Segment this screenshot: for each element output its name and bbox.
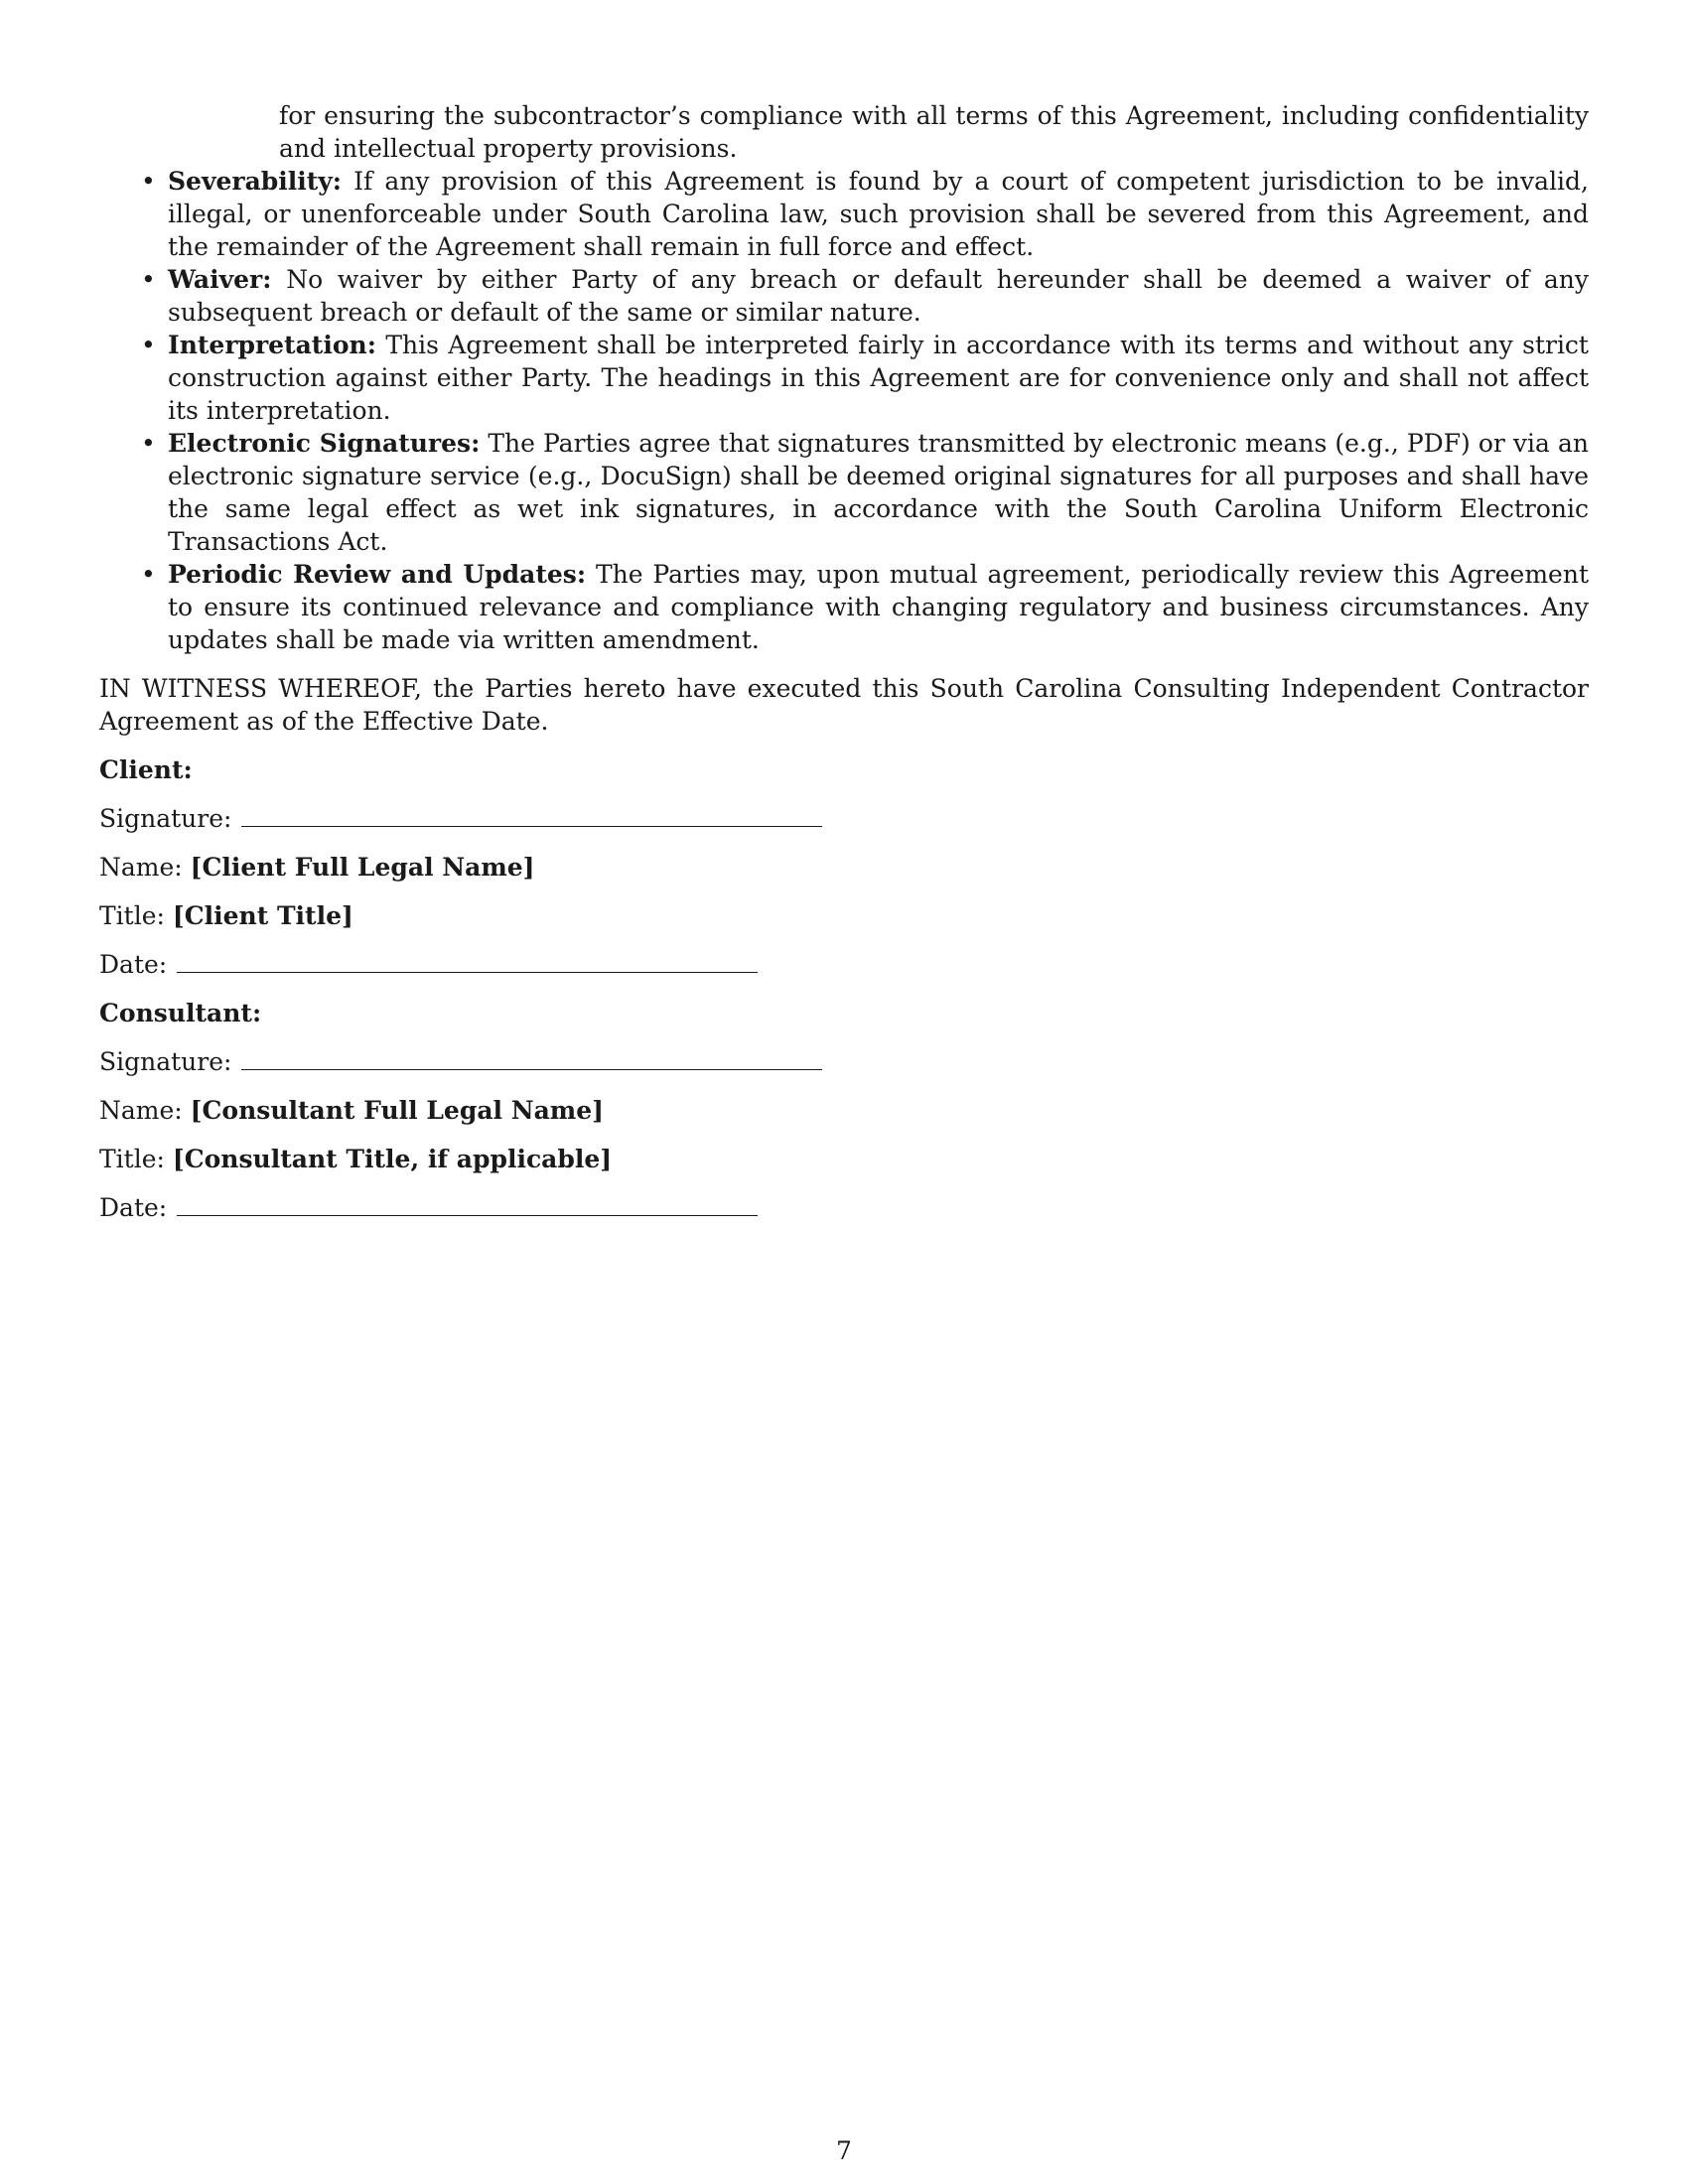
clause-text: The Parties agree that signatures transmitted by electronic means (e.g., PDF) or via an electronic signature service (e.g., DocuSign) shall be deemed original signatures for all purposes and shall have the same legal effect as wet ink signatures, in accordance with the South Carolina Uniform Electronic Transactions Act. [168,429,1589,556]
bullet-icon: • [141,265,156,294]
bullet-icon: • [141,167,156,196]
clause-title: Waiver: [168,265,272,294]
clause-list [99,165,1589,656]
clause-severability [99,165,1589,263]
client-signature-row [99,802,1589,835]
client-title-row [99,899,1589,932]
consultant-title-row [99,1143,1589,1175]
client-title-label: Title: [99,901,165,930]
document-page [99,99,1589,1224]
clause-title: Periodic Review and Updates: [168,560,587,589]
client-signature-label: Signature: [99,804,232,833]
client-signature-line[interactable] [241,822,822,827]
client-date-line[interactable] [177,968,758,973]
consultant-name-label: Name: [99,1096,183,1125]
clause-title: Electronic Signatures: [168,429,481,458]
client-name-value: [Client Full Legal Name] [190,853,535,882]
consultant-signature-row [99,1045,1589,1078]
witness-paragraph: IN WITNESS WHEREOF, the Parties hereto have executed this South Carolina Consulting Independent Contractor Agreement as of the Effective Date. [99,674,1589,736]
consultant-title-value: [Consultant Title, if applicable] [172,1145,613,1173]
consultant-title-label: Title: [99,1145,165,1173]
client-name-label: Name: [99,853,183,882]
client-heading: Client: [99,755,193,784]
clause-electronic-signatures [99,427,1589,558]
client-title-value: [Client Title] [172,901,353,930]
clause-text: If any provision of this Agreement is found by a court of competent jurisdiction to be invalid, illegal, or unenforceable under South Carolina law, such provision shall be severed from this Agreement, and the remainder of the Agreement shall remain in full force and effect. [168,167,1590,261]
consultant-name-value: [Consultant Full Legal Name] [190,1096,604,1125]
consultant-signature-label: Signature: [99,1047,232,1076]
clause-text: No waiver by either Party of any breach or default hereunder shall be deemed a waiver of any subsequent breach or default of the same or similar nature. [168,265,1590,327]
clause-waiver [99,263,1589,329]
consultant-heading: Consultant: [99,999,262,1027]
client-date-row [99,948,1589,981]
bullet-icon: • [141,331,156,359]
clause-text: This Agreement shall be interpreted fairly in accordance with its terms and without any strict construction against either Party. The headings in this Agreement are for convenience only and shall not affect its interpretation. [168,331,1589,425]
consultant-date-line[interactable] [177,1211,758,1216]
client-name-row [99,851,1589,884]
consultant-date-row [99,1191,1589,1224]
consultant-date-label: Date: [99,1193,168,1222]
clause-text: The Parties may, upon mutual agreement, periodically review this Agreement to ensure its continued relevance and compliance with changing regulatory and business circumstances. Any updates shall be made via written amendment. [168,560,1589,654]
bullet-icon: • [141,429,156,458]
clause-periodic-review [99,558,1589,656]
bullet-icon: • [141,560,156,589]
clause-interpretation [99,329,1589,427]
consultant-name-row [99,1094,1589,1127]
clause-title: Severability: [168,167,343,196]
client-date-label: Date: [99,950,168,979]
page-number: 7 [836,2136,852,2165]
continued-paragraph: for ensuring the subcontractor’s compliance with all terms of this Agreement, including confidentiality and intellectual property provisions. [279,101,1589,163]
consultant-signature-line[interactable] [241,1065,822,1070]
clause-title: Interpretation: [168,331,376,359]
